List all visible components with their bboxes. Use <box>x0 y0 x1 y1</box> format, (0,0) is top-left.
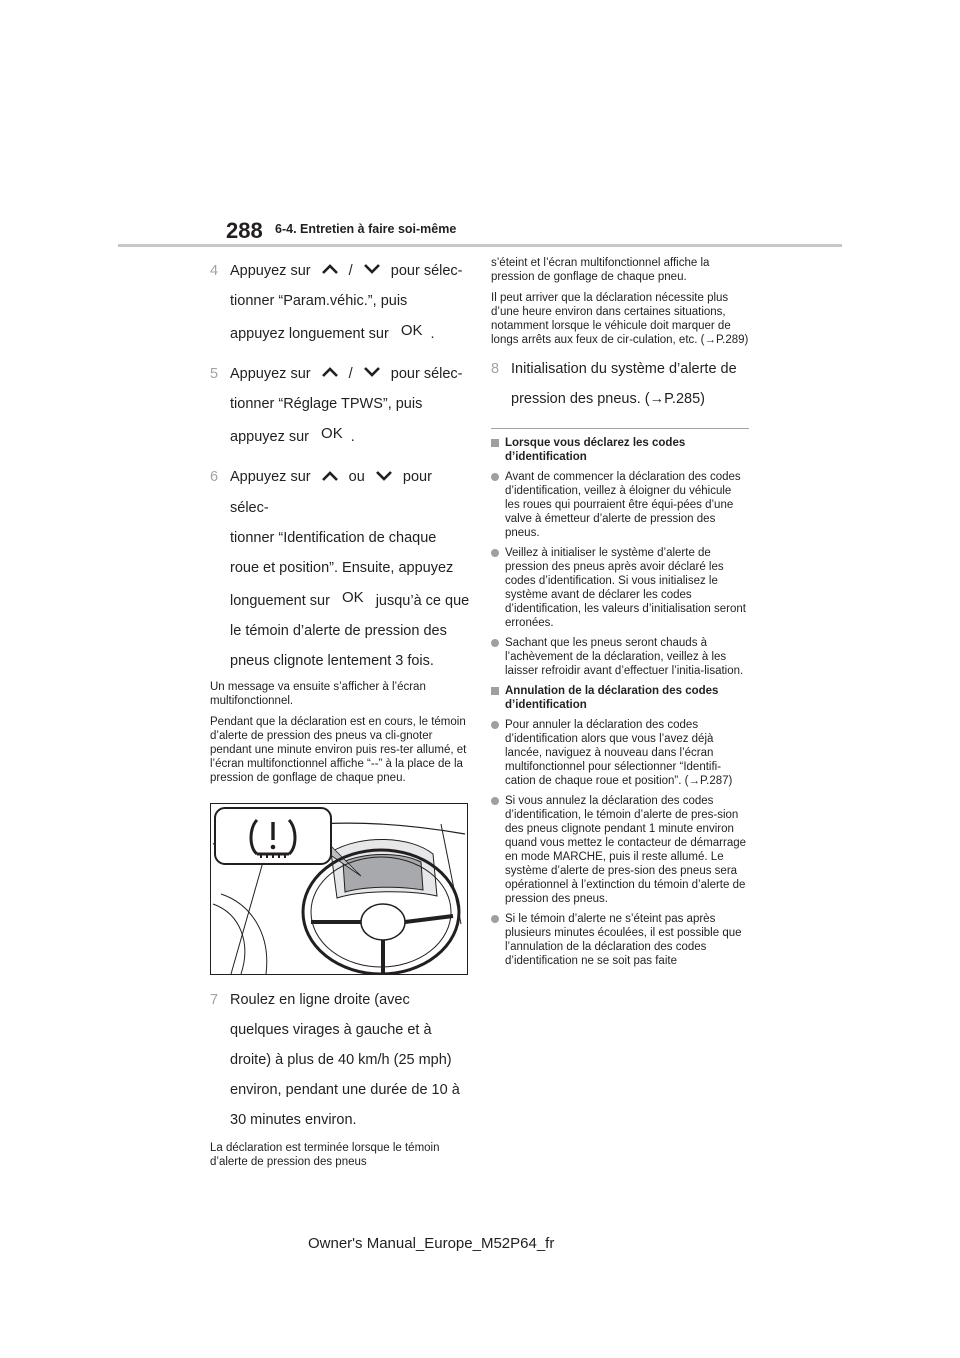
step-text <box>230 462 472 675</box>
step-number: 6 <box>210 469 219 486</box>
step-text-part: jusqu’à ce que <box>375 592 470 609</box>
list-item-text: Veillez à initialiser le système d’alerte de pression des pneus après avoir déclaré les codes d’identification. Si vous initialisez le système avant de déclarer les codes d’identification, les valeurs d’initialisation seront erronées. <box>505 547 746 629</box>
square-bullet-icon <box>491 439 499 447</box>
list-item-text: Si le témoin d’alerte ne s’éteint pas après plusieurs minutes écoulées, il est possible que l’annulation de la déclaration des codes d’identification ne se soit pas faite <box>505 913 742 967</box>
list-item <box>491 470 749 540</box>
ok-button-icon: OK <box>400 322 423 340</box>
ok-button-icon: OK <box>321 425 343 443</box>
step-text: Initialisation du système d’alerte de pression des pneus. (→P.285) <box>511 361 737 407</box>
step-text-part: Appuyez sur <box>230 366 311 383</box>
list-item <box>491 636 749 678</box>
step-text-part: . <box>430 326 435 343</box>
step-text-part: pneus clignote lentement 3 fois. <box>230 652 434 669</box>
step-text-part: ou <box>348 469 365 486</box>
step-text-part: Appuyez sur <box>230 469 311 486</box>
bullet-dot-icon <box>491 549 499 557</box>
chevron-down-icon <box>375 463 393 493</box>
step-text <box>230 359 463 452</box>
list-item <box>491 546 749 630</box>
continued-paragraph: s’éteint et l’écran multifonctionnel affiche la pression de gonflage de chaque pneu. <box>491 257 710 283</box>
step-text-part: tionner “Param.véhic.”, puis <box>230 293 408 310</box>
chevron-down-icon <box>363 359 381 389</box>
dashboard-drawing <box>211 804 467 974</box>
step-number: 8 <box>491 361 500 377</box>
list-item <box>491 912 749 968</box>
section-rule <box>491 428 749 429</box>
note-paragraph: Un message va ensuite s’afficher à l’écran multifonctionnel. <box>210 680 426 707</box>
note-paragraph: La déclaration est terminée lorsque le témoin d’alerte de pression des pneus <box>210 1141 440 1168</box>
step-text-part: roue et position”. Ensuite, appuyez <box>230 559 454 576</box>
step-text-part: longuement sur <box>230 592 330 609</box>
list-item-text: Si vous annulez la déclaration des codes d’identification, le témoin d’alerte de pres-sion des pneus clignote pendant 1 minute environ quand vous mettez le contacteur de démarrage en mode MARCHE, puis il reste allumé. Le système d’alerte de pres-sion des pneus sera opérationnel à l’extinction du témoin d’alerte de pression des pneus. <box>505 795 747 905</box>
step-6 <box>210 462 472 675</box>
step-8 <box>491 354 749 414</box>
bullet-dot-icon <box>491 915 499 923</box>
step-text-part: pour sélec- <box>390 366 463 383</box>
list-item <box>491 718 749 788</box>
square-bullet-icon <box>491 687 499 695</box>
dashboard-illustration <box>210 803 468 975</box>
section-title: 6-4. Entretien à faire soi-même <box>275 222 457 236</box>
step-number: 4 <box>210 263 219 279</box>
page-number: 288 <box>226 218 263 243</box>
bullet-list <box>491 470 749 678</box>
step-text-part: le témoin d’alerte de pression des <box>230 622 447 639</box>
bullet-dot-icon <box>491 473 499 481</box>
list-item <box>491 794 749 906</box>
step-text-part: appuyez longuement sur <box>230 326 389 343</box>
step-text-part: appuyez sur <box>230 429 309 446</box>
list-item-text: Pour annuler la déclaration des codes d’identification alors que vous l’avez déjà lancée, naviguez à nouveau dans l’écran multifonctionnel pour sélectionner “Identifi-cation de chaque roue et position”. (→P.287) <box>505 719 733 787</box>
step-text-part: tionner “Réglage TPWS”, puis <box>230 396 423 413</box>
step-text-part: / <box>348 263 353 279</box>
chevron-up-icon <box>321 256 339 286</box>
bullet-dot-icon <box>491 639 499 647</box>
step-number: 5 <box>210 366 219 383</box>
step-5 <box>210 359 472 452</box>
subsection-heading <box>491 684 749 712</box>
subsection-heading <box>491 436 749 464</box>
subsection-heading-text: Annulation de la déclaration des codes d’identification <box>505 685 719 711</box>
list-item-text: Sachant que les pneus seront chauds à l’achèvement de la déclaration, veillez à les laisser refroidir avant d’effectuer l’initia-lisation. <box>505 637 744 677</box>
left-column <box>210 256 472 1176</box>
step-number: 7 <box>210 991 219 1008</box>
right-column <box>491 256 749 974</box>
chevron-down-icon <box>363 256 381 286</box>
ok-button-icon: OK <box>341 588 364 606</box>
bullet-list <box>491 718 749 968</box>
bullet-dot-icon <box>491 797 499 805</box>
chevron-up-icon <box>321 359 339 389</box>
step-text-part: pour sélec- <box>390 263 463 279</box>
step-text-part: / <box>348 366 353 383</box>
step-text <box>230 256 463 349</box>
note-paragraph: Pendant que la déclaration est en cours, le témoin d’alerte de pression des pneus va cli-gnoter pendant une minute environ puis res-ter allumé, et l’écran multifonctionnel affiche “--” à la place de la pression de gonflage de chaque pneu. <box>210 715 467 784</box>
step-text-part: tionner “Identification de chaque <box>230 529 437 546</box>
list-item-text: Avant de commencer la déclaration des codes d’identification, veillez à éloigner du véhicule les roues qui pourraient être équi-pées d’une valve à émetteur d’alerte de pression des pneus. <box>505 471 741 539</box>
step-text-part: pour sélec- <box>230 469 432 516</box>
bullet-dot-icon <box>491 721 499 729</box>
step-text-part: . <box>350 429 355 446</box>
step-text: Roulez en ligne droite (avec quelques virages à gauche et à droite) à plus de 40 km/h (25 mph) environ, pendant une durée de 10 à 30 minutes environ. <box>230 991 460 1128</box>
step-7 <box>210 985 472 1135</box>
header-rule <box>118 244 842 247</box>
step-4 <box>210 256 472 349</box>
step-text-part: Appuyez sur <box>230 263 311 279</box>
chevron-up-icon <box>321 463 339 493</box>
note-paragraph: Il peut arriver que la déclaration nécessite plus d’une heure environ dans certaines situations, notamment lorsque le véhicule doit marquer de longs arrêts aux feux de cir-culation, etc. (→P.289) <box>491 292 749 346</box>
subsection-heading-text: Lorsque vous déclarez les codes d’identification <box>505 437 686 463</box>
footer-text: Owner's Manual_Europe_M52P64_fr <box>308 1235 555 1252</box>
